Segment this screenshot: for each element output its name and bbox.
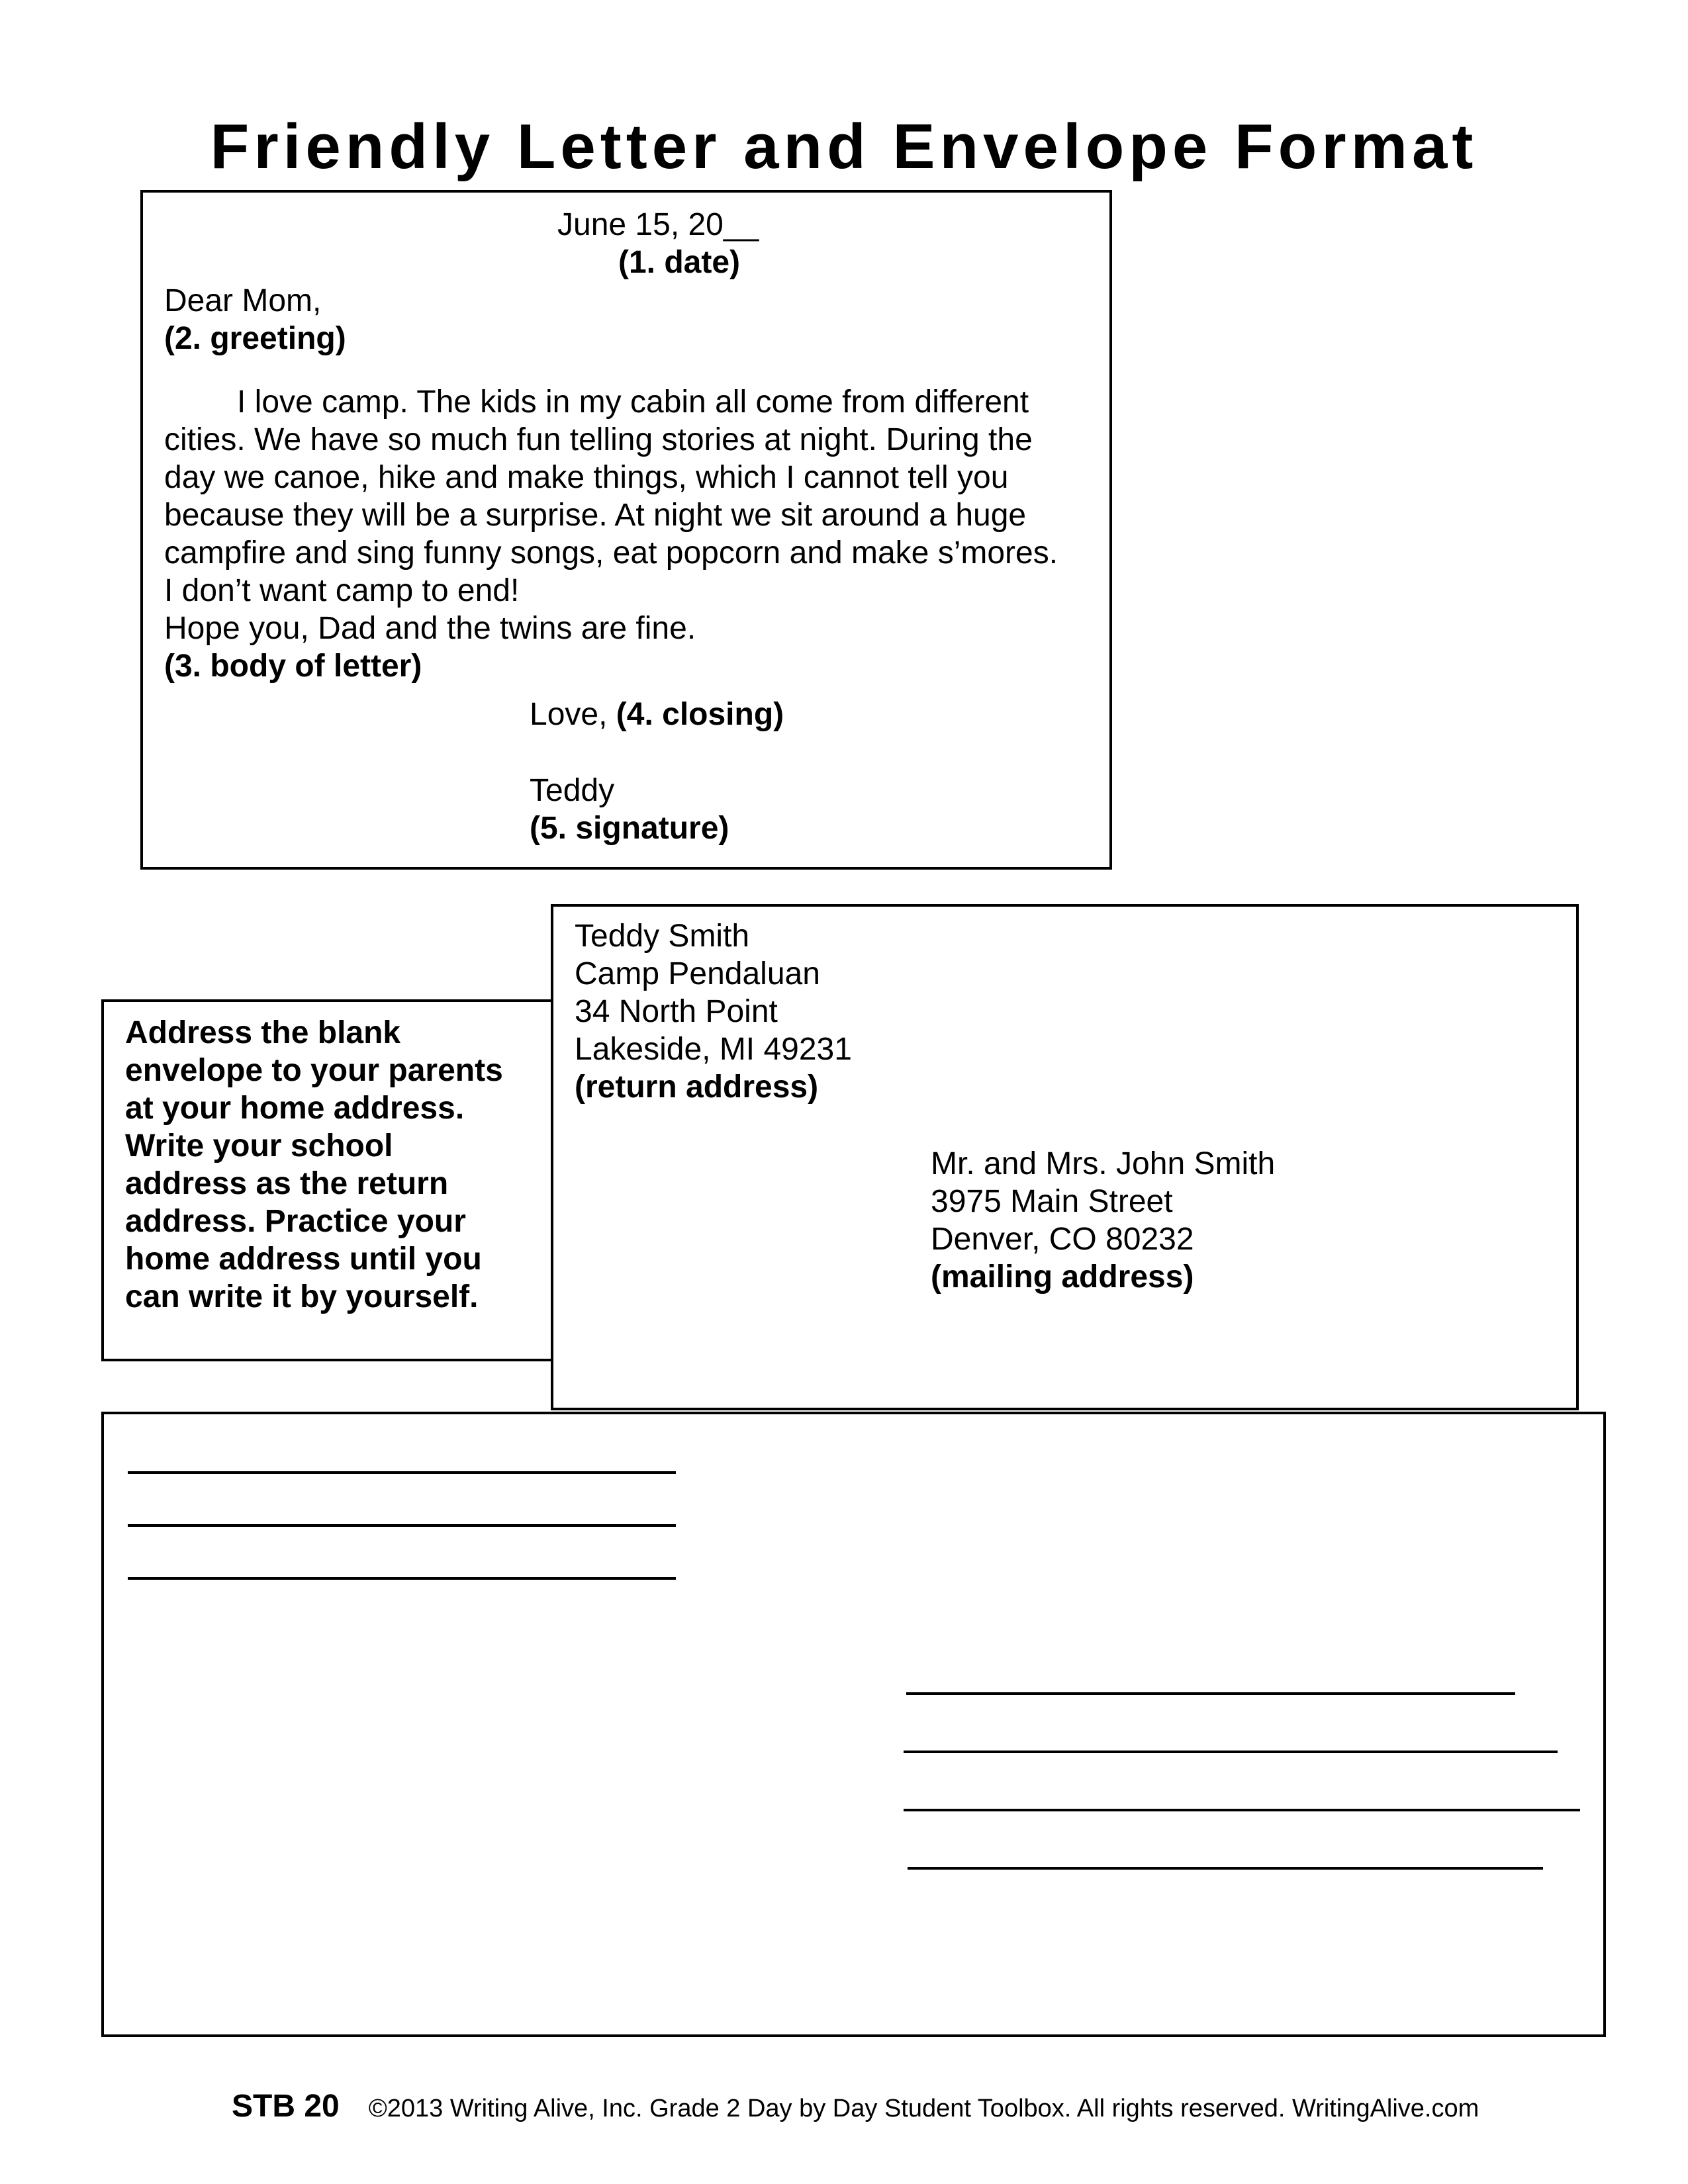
instructions-text (125, 1014, 503, 1316)
letter-body (164, 383, 1058, 685)
mailing-address-write-line[interactable] (904, 1809, 1580, 1811)
letter-signature-label: (5. signature) (530, 811, 729, 846)
instruction-line: can write it by yourself. (125, 1279, 479, 1314)
footer-copyright: ©2013 Writing Alive, Inc. Grade 2 Day by Day Student Toolbox. All rights reserved. WritingAlive.com (368, 2095, 1479, 2122)
mailing-address-label: (mailing address) (931, 1259, 1194, 1295)
letter-body-line: cities. We have so much fun telling stories at night. During the (164, 422, 1033, 457)
letter-box (140, 190, 1112, 870)
letter-body-line: day we canoe, hike and make things, which I cannot tell you (164, 460, 1009, 495)
letter-closing-word: Love, (530, 697, 608, 732)
return-address-write-line[interactable] (128, 1524, 676, 1527)
instruction-line: Write your school (125, 1128, 393, 1163)
mailing-address-line: 3975 Main Street (931, 1184, 1173, 1219)
instruction-line: envelope to your parents (125, 1053, 503, 1088)
return-address-line: Camp Pendaluan (575, 956, 820, 991)
mailing-address (931, 1145, 1275, 1296)
instruction-line: at your home address. (125, 1091, 465, 1126)
mailing-address-write-line[interactable] (908, 1867, 1543, 1870)
letter-greeting: Dear Mom, (164, 283, 322, 318)
letter-body-line: I love camp. The kids in my cabin all come from different (237, 385, 1029, 420)
return-address-label: (return address) (575, 1069, 819, 1105)
letter-body-line: because they will be a surprise. At night we sit around a huge (164, 498, 1027, 533)
mailing-address-write-line[interactable] (904, 1751, 1558, 1753)
instruction-line: address. Practice your (125, 1204, 466, 1239)
footer-code: STB 20 (232, 2089, 340, 2124)
letter-body-line: Hope you, Dad and the twins are fine. (164, 611, 696, 646)
return-address-line: Lakeside, MI 49231 (575, 1032, 852, 1067)
letter-greeting-label: (2. greeting) (164, 321, 346, 356)
instructions-box (101, 999, 565, 1361)
letter-body-line: campfire and sing funny songs, eat popcorn and make s’mores. (164, 535, 1058, 570)
letter-body-line: I don’t want camp to end! (164, 573, 520, 608)
letter-date-label: (1. date) (618, 245, 741, 280)
sample-envelope (551, 904, 1579, 1410)
return-address-write-line[interactable] (128, 1471, 676, 1474)
instruction-line: address as the return (125, 1166, 449, 1201)
mailing-address-write-line[interactable] (906, 1692, 1515, 1695)
return-address-line: 34 North Point (575, 994, 778, 1029)
letter-body-label: (3. body of letter) (164, 649, 422, 684)
mailing-address-line: Mr. and Mrs. John Smith (931, 1146, 1276, 1181)
letter-closing-label: (4. closing) (616, 697, 784, 732)
return-address-write-line[interactable] (128, 1577, 676, 1580)
return-address (575, 917, 852, 1106)
mailing-address-line: Denver, CO 80232 (931, 1222, 1194, 1257)
return-address-line: Teddy Smith (575, 919, 750, 954)
letter-signature: Teddy (530, 773, 615, 808)
blank-envelope (101, 1412, 1606, 2037)
letter-closing (530, 696, 784, 733)
page-title: Friendly Letter and Envelope Format (210, 111, 1478, 182)
footer (232, 2090, 1479, 2125)
instruction-line: Address the blank (125, 1015, 401, 1050)
instruction-line: home address until you (125, 1242, 482, 1277)
letter-date: June 15, 20__ (557, 207, 759, 242)
